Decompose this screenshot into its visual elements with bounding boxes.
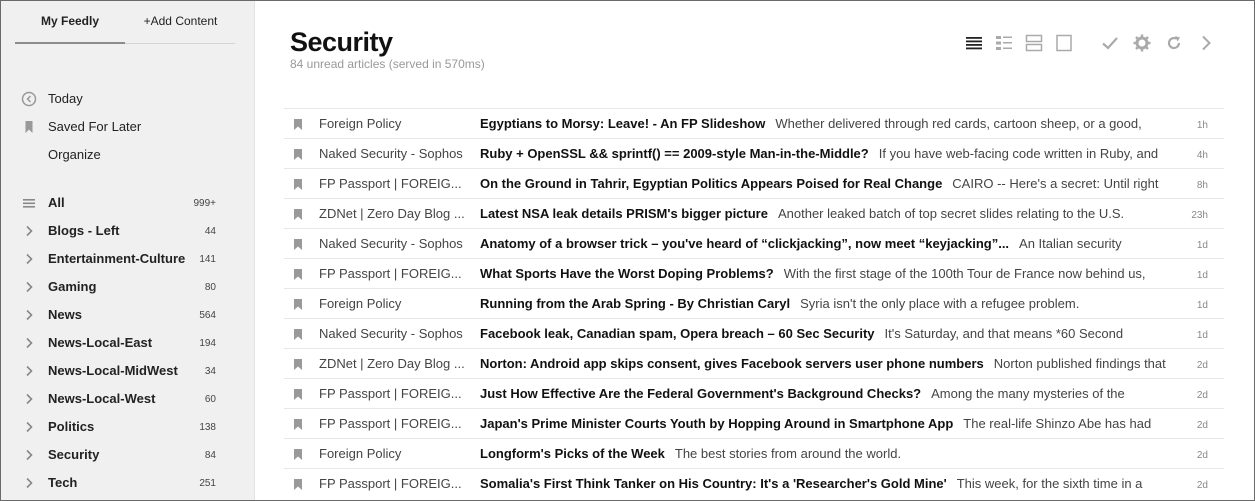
article-title[interactable]: Japan's Prime Minister Courts Youth by Hopping Around in Smartphone App: [480, 416, 954, 431]
next-chevron-icon[interactable]: [1196, 33, 1216, 53]
category-label: News-Local-East: [48, 335, 153, 350]
article-source[interactable]: ZDNet | Zero Day Blog ...: [319, 356, 465, 371]
unread-count: 138: [199, 422, 216, 433]
article-title[interactable]: What Sports Have the Worst Doping Problems?: [480, 266, 774, 281]
unread-count: 564: [199, 310, 216, 321]
article-title[interactable]: On the Ground in Tahrir, Egyptian Politics Appears Poised for Real Change: [480, 176, 943, 191]
page-title: Security: [290, 27, 393, 57]
article-row[interactable]: [284, 468, 1224, 498]
sidebar-tabs: [15, 1, 235, 44]
article-row[interactable]: [284, 168, 1224, 198]
article-row[interactable]: [284, 288, 1224, 318]
article-age: 8h: [1196, 180, 1208, 191]
bookmark-icon[interactable]: [294, 148, 302, 159]
category-security[interactable]: [1, 443, 254, 467]
toolbar: [964, 33, 1224, 53]
article-source[interactable]: Naked Security - Sophos: [319, 236, 463, 251]
article-source[interactable]: Naked Security - Sophos: [319, 146, 463, 161]
article-title[interactable]: Ruby + OpenSSL && sprintf() == 2009-style Man-in-the-Middle?: [480, 146, 869, 161]
chevron-right-icon[interactable]: [21, 447, 37, 463]
article-age: 2d: [1196, 390, 1208, 401]
unread-count: 194: [199, 338, 216, 349]
unread-count: 34: [204, 366, 216, 377]
article-title[interactable]: Anatomy of a browser trick – you've heard of “clickjacking”, now meet “keyjacking”...: [480, 236, 1010, 251]
article-text[interactable]: [480, 386, 1180, 401]
article-snippet: CAIRO -- Here's a secret: Until right: [952, 176, 1159, 191]
article-snippet: The best stories from around the world.: [674, 446, 902, 461]
nav-saved-label: Saved For Later: [48, 119, 142, 134]
full-article-view-icon[interactable]: [1054, 33, 1074, 53]
article-age: 1h: [1196, 120, 1208, 131]
article-age: 1d: [1196, 270, 1208, 281]
article-snippet: Norton published findings that: [993, 356, 1166, 371]
chevron-right-icon[interactable]: [21, 279, 37, 295]
category-label: All: [48, 195, 65, 210]
article-text[interactable]: [480, 206, 1180, 221]
article-title[interactable]: Latest NSA leak details PRISM's bigger picture: [480, 206, 768, 221]
chevron-right-icon[interactable]: [21, 391, 37, 407]
bookmark-icon[interactable]: [294, 328, 302, 339]
article-snippet: Among the many mysteries of the: [931, 386, 1125, 401]
article-source[interactable]: Naked Security - Sophos: [319, 326, 463, 341]
bookmark-icon[interactable]: [294, 178, 302, 189]
main-content: [256, 1, 1254, 500]
title-only-view-icon[interactable]: [964, 33, 984, 53]
article-title[interactable]: Somalia's First Think Tanker on His Country: It's a 'Researcher's Gold Mine': [480, 476, 947, 491]
chevron-right-icon[interactable]: [21, 335, 37, 351]
category-politics[interactable]: [1, 415, 254, 439]
article-text[interactable]: [480, 296, 1180, 311]
article-snippet: Whether delivered through red cards, cartoon sheep, or a good,: [775, 116, 1142, 131]
article-row[interactable]: [284, 438, 1224, 468]
bookmark-icon[interactable]: [294, 448, 302, 459]
article-row[interactable]: [284, 258, 1224, 288]
article-text[interactable]: [480, 176, 1180, 191]
bookmark-icon[interactable]: [294, 238, 302, 249]
category-news-local-midwest[interactable]: [1, 359, 254, 383]
article-text[interactable]: [480, 146, 1180, 161]
tab-my-feedly[interactable]: My Feedly: [15, 1, 125, 44]
tab-add-content[interactable]: +Add Content: [143, 14, 218, 28]
bookmark-icon[interactable]: [294, 118, 302, 129]
page-subtitle: 84 unread articles (served in 570ms): [290, 57, 485, 71]
nav-today[interactable]: [1, 87, 254, 111]
bookmark-icon[interactable]: [294, 298, 302, 309]
article-title[interactable]: Norton: Android app skips consent, gives Facebook servers user phone numbers: [480, 356, 984, 371]
bookmark-icon[interactable]: [294, 268, 302, 279]
article-row[interactable]: [284, 108, 1224, 138]
chevron-right-icon[interactable]: [21, 475, 37, 491]
article-title[interactable]: Running from the Arab Spring - By Christian Caryl: [480, 296, 791, 311]
category-label: News-Local-West: [48, 391, 156, 406]
category-entertainment-culture[interactable]: [1, 247, 254, 271]
nav-organize[interactable]: [1, 143, 254, 167]
bookmark-icon[interactable]: [294, 388, 302, 399]
article-row[interactable]: [284, 408, 1224, 438]
article-source[interactable]: FP Passport | FOREIG...: [319, 476, 462, 491]
article-age: 1d: [1196, 240, 1208, 251]
today-icon: [21, 91, 37, 107]
article-row[interactable]: [284, 138, 1224, 168]
mark-as-read-icon[interactable]: [1100, 33, 1120, 53]
category-news-local-east[interactable]: [1, 331, 254, 355]
nav-today-label: Today: [48, 91, 83, 106]
bookmark-icon[interactable]: [294, 358, 302, 369]
unread-count: 141: [199, 254, 216, 265]
article-source[interactable]: FP Passport | FOREIG...: [319, 386, 462, 401]
chevron-right-icon[interactable]: [21, 307, 37, 323]
article-text[interactable]: [480, 326, 1180, 341]
article-age: 1d: [1196, 300, 1208, 311]
chevron-right-icon[interactable]: [21, 251, 37, 267]
article-snippet: An Italian security: [1019, 236, 1122, 251]
bookmark-icon[interactable]: [294, 418, 302, 429]
article-age: 1d: [1196, 330, 1208, 341]
article-snippet: With the first stage of the 100th Tour de France now behind us,: [783, 266, 1146, 281]
unread-count: 60: [204, 394, 216, 405]
category-label: Blogs - Left: [48, 223, 120, 238]
cards-view-icon[interactable]: [1024, 33, 1044, 53]
article-text[interactable]: [480, 476, 1180, 491]
settings-gear-icon[interactable]: [1132, 33, 1152, 53]
article-text[interactable]: [480, 236, 1180, 251]
article-text[interactable]: [480, 446, 1180, 461]
article-age: 2d: [1196, 360, 1208, 371]
nav-saved-for-later[interactable]: [1, 115, 254, 139]
article-snippet: It's Saturday, and that means *60 Second: [884, 326, 1124, 341]
article-age: 2d: [1196, 450, 1208, 461]
article-title[interactable]: Egyptians to Morsy: Leave! - An FP Slideshow: [480, 116, 766, 131]
article-snippet: Syria isn't the only place with a refugee problem.: [800, 296, 1080, 311]
article-age: 2d: [1196, 420, 1208, 431]
category-news[interactable]: [1, 303, 254, 327]
nav-organize-label: Organize: [48, 147, 101, 162]
article-row[interactable]: [284, 228, 1224, 258]
article-source[interactable]: Foreign Policy: [319, 116, 402, 131]
bookmark-icon[interactable]: [294, 478, 302, 489]
article-age: 23h: [1191, 210, 1208, 221]
unread-count: 251: [199, 478, 216, 489]
article-source[interactable]: FP Passport | FOREIG...: [319, 266, 462, 281]
article-row[interactable]: [284, 198, 1224, 228]
article-snippet: The real-life Shinzo Abe has had: [963, 416, 1152, 431]
list-icon: [21, 195, 37, 211]
article-row[interactable]: [284, 318, 1224, 348]
article-row[interactable]: [284, 348, 1224, 378]
unread-count: 44: [204, 226, 216, 237]
category-label: Tech: [48, 475, 78, 490]
article-text[interactable]: [480, 356, 1180, 371]
bookmark-icon[interactable]: [294, 208, 302, 219]
article-snippet: This week, for the sixth time in a: [956, 476, 1143, 491]
article-source[interactable]: FP Passport | FOREIG...: [319, 176, 462, 191]
article-text[interactable]: [480, 116, 1180, 131]
category-label: Security: [48, 447, 100, 462]
chevron-right-icon[interactable]: [21, 419, 37, 435]
category-label: Politics: [48, 419, 95, 434]
category-news-local-west[interactable]: [1, 387, 254, 411]
category-all[interactable]: [1, 191, 254, 215]
unread-count: 80: [204, 282, 216, 293]
category-label: Gaming: [48, 279, 97, 294]
category-label: News: [48, 307, 82, 322]
category-label: News-Local-MidWest: [48, 363, 178, 378]
bookmark-icon: [21, 119, 37, 135]
article-title[interactable]: Facebook leak, Canadian spam, Opera breach – 60 Sec Security: [480, 326, 875, 341]
article-source[interactable]: FP Passport | FOREIG...: [319, 416, 462, 431]
category-blogs-left[interactable]: [1, 219, 254, 243]
category-label: Entertainment-Culture: [48, 251, 186, 266]
article-snippet: If you have web-facing code written in Ruby, and: [878, 146, 1159, 161]
unread-count: 84: [204, 450, 216, 461]
article-title[interactable]: Longform's Picks of the Week: [480, 446, 665, 461]
article-age: 2d: [1196, 480, 1208, 491]
article-age: 4h: [1196, 150, 1208, 161]
article-text[interactable]: [480, 266, 1180, 281]
magazine-view-icon[interactable]: [994, 33, 1014, 53]
unread-count: 999+: [193, 198, 216, 209]
sidebar: [1, 1, 255, 500]
article-row[interactable]: [284, 378, 1224, 408]
chevron-right-icon[interactable]: [21, 363, 37, 379]
refresh-icon[interactable]: [1164, 33, 1184, 53]
article-source[interactable]: ZDNet | Zero Day Blog ...: [319, 206, 465, 221]
article-source[interactable]: Foreign Policy: [319, 296, 402, 311]
article-snippet: Another leaked batch of top secret slides relating to the U.S.: [777, 206, 1125, 221]
category-gaming[interactable]: [1, 275, 254, 299]
article-source[interactable]: Foreign Policy: [319, 446, 402, 461]
category-tech[interactable]: [1, 471, 254, 495]
article-title[interactable]: Just How Effective Are the Federal Government's Background Checks?: [480, 386, 922, 401]
article-text[interactable]: [480, 416, 1180, 431]
chevron-right-icon[interactable]: [21, 223, 37, 239]
